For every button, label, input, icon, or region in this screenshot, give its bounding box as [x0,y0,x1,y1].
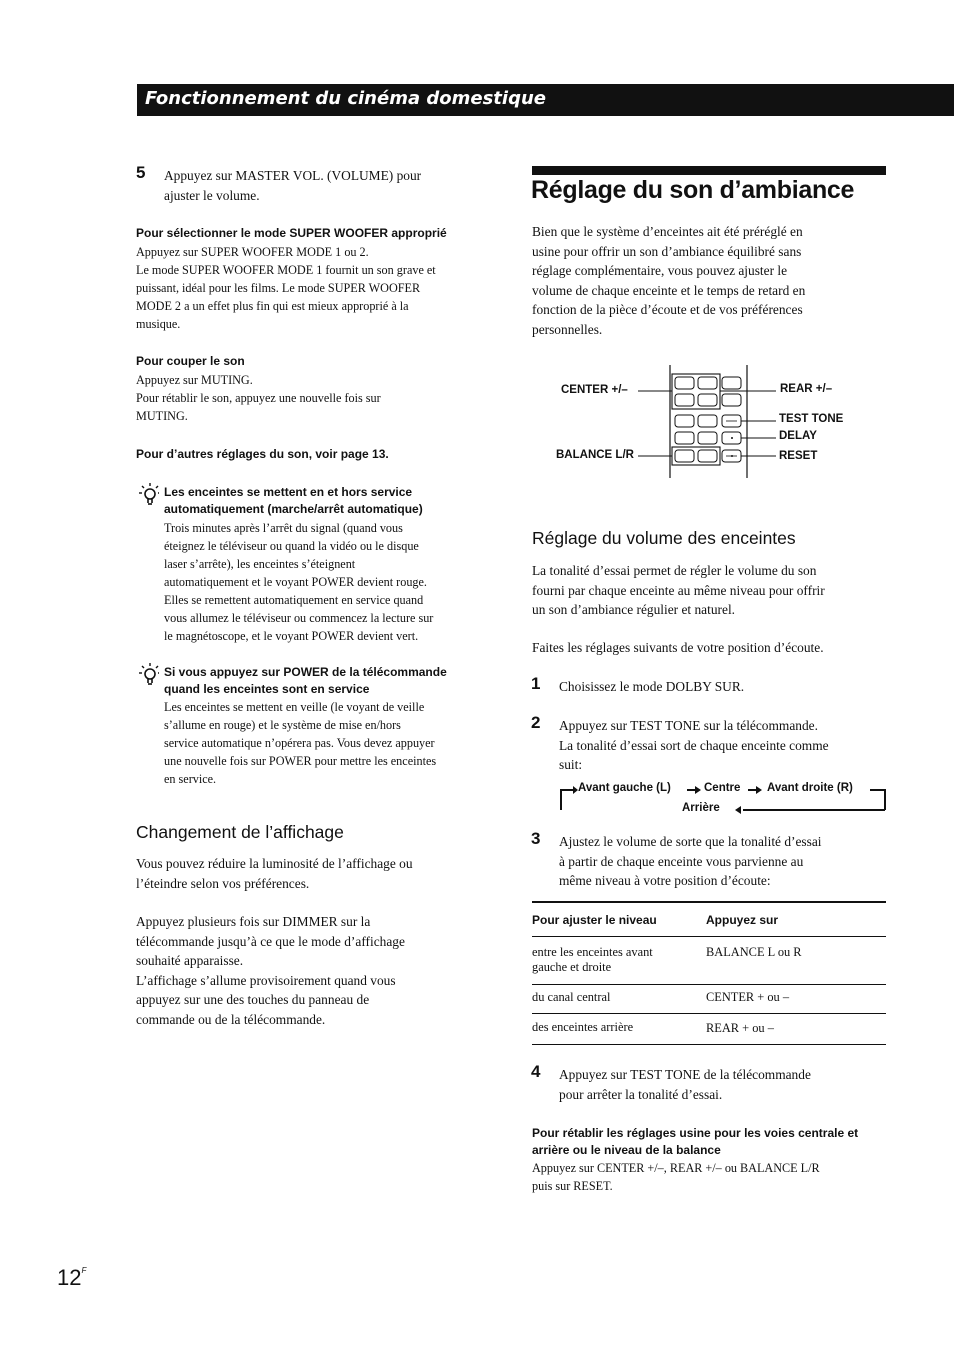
rear-label: REAR +/– [780,383,833,395]
text-line: Ajustez le volume de sorte que la tonalité d’essai [559,834,822,849]
text-line: réglage complémentaire, vous pouvez ajuster le [532,263,788,278]
mute-heading: Pour couper le son [136,354,245,368]
arrow-left-icon [735,806,741,814]
step-text [559,716,829,775]
tip-bulb-icon [138,662,160,686]
text-line: en service. [164,772,217,786]
step-number: 2 [531,713,541,732]
text-line: le magnétoscope, et le voyant POWER devient vert. [164,629,419,643]
text-line: volume de chaque enceinte et le temps de retard en [532,282,806,298]
text-line: télécommande jusqu’à ce que le mode d’affichage [136,933,405,949]
page-number-superscript: F [81,1266,87,1275]
text-line: Vous pouvez réduire la luminosité de l’affichage ou [136,856,413,871]
text-line: fourni par chaque enceinte au même niveau pour offrir [532,582,825,598]
text-line: s’allume en rouge) et le système de mise en/hors [164,718,401,732]
section-header-title: Fonctionnement du cinéma domestique [145,88,546,109]
heading-line: Si vous appuyez sur POWER de la télécommande [164,665,447,679]
text-line: laser s’arrête), les enceintes s’éteignent [164,557,356,571]
text-line: l’éteindre selon vos préférences. [136,875,310,891]
text-line: La tonalité d’essai sort de chaque enceinte comme [559,737,829,753]
text-line: Trois minutes après l’arrêt du signal (quand vous [164,521,403,535]
page-title: Réglage du son d’ambiance [531,176,855,204]
table-rule [532,1013,886,1014]
text-line: Appuyez sur SUPER WOOFER MODE 1 ou 2. [136,245,369,259]
page-number [57,1265,86,1291]
table-cell [532,945,653,975]
text-line: ajuster le volume. [164,187,260,203]
reset-label: RESET [779,450,818,462]
text-line: personnelles. [532,321,603,337]
restore-text [532,1159,820,1195]
table-header-cell: Pour ajuster le niveau [532,913,657,927]
text-line: Bien que le système d’enceintes ait été préréglé en [532,224,803,239]
table-cell: CENTER + ou – [706,990,790,1004]
mute-text [136,371,381,425]
text-line: service automatique n’opérera pas. Vous devez appuyer [164,736,435,750]
super-woofer-heading: Pour sélectionner le mode SUPER WOOFER approprié [136,226,447,240]
super-woofer-text [136,243,436,333]
text-line: Appuyez sur MASTER VOL. (VOLUME) pour [164,168,422,183]
tip2-heading [164,664,447,698]
text-line: Appuyez sur MUTING. [136,373,253,387]
step-number: 3 [531,829,541,848]
tip1-heading [164,484,423,518]
text-line: un son d’ambiance régulier et naturel. [532,602,736,617]
text-line: Les enceintes se mettent en veille (le voyant de veille [164,700,425,714]
flow-right-label: Avant droite (R) [767,782,853,794]
text-line: Appuyez sur TEST TONE de la télécommande [559,1067,811,1082]
text-line: Appuyez plusieurs fois sur DIMMER sur la [136,914,371,929]
table-top-rule [532,901,886,903]
text-line: une nouvelle fois sur POWER pour mettre les enceintes [164,754,437,768]
step-text [559,1065,811,1104]
arrow-right-icon [695,786,701,794]
text-line: Le mode SUPER WOOFER MODE 1 fournit un son grave et [136,263,436,277]
table-cell: REAR + ou – [706,1021,774,1035]
display-para1 [136,854,413,893]
table-rule [532,984,886,985]
heading-line: Les enceintes se mettent en et hors service [164,485,413,499]
step-number: 1 [531,674,541,693]
display-section-title: Changement de l’affichage [136,822,344,842]
text-line: commande ou de la télécommande. [136,1011,326,1027]
delay-label: DELAY [779,430,817,442]
step-text [559,832,822,891]
text-line: automatiquement et le voyant POWER devient rouge. [164,575,427,589]
center-label: CENTER +/– [561,384,628,396]
text-line: Pour rétablir le son, appuyez une nouvelle fois sur [136,391,381,405]
intro-paragraph [532,222,805,339]
table-cell: des enceintes arrière [532,1020,634,1034]
table-bottom-rule [532,1044,886,1045]
flow-rear-label: Arrière [682,802,720,814]
text-line: puissant, idéal pour les films. Le mode SUPER WOOFER [136,281,421,295]
volume-para1 [532,561,825,620]
table-cell: BALANCE L ou R [706,945,802,959]
text-line: usine pour offrir un son d’ambiance équilibré sans [532,243,802,259]
text-line: gauche et droite [532,960,612,974]
tip-bulb-icon [138,482,160,506]
text-line: Appuyez sur CENTER +/–, REAR +/– ou BALANCE L/R [532,1161,820,1175]
balance-label: BALANCE L/R [556,449,634,461]
step-number: 4 [531,1062,541,1081]
arrow-right-icon [756,786,762,794]
restore-heading [532,1125,858,1159]
tip2-text [164,698,436,788]
page-number-value: 12 [57,1265,82,1290]
text-line: entre les enceintes avant [532,945,653,959]
volume-section-title: Réglage du volume des enceintes [532,528,796,548]
step-text: Choisissez le mode DOLBY SUR. [559,679,745,694]
title-rule [532,166,886,175]
tip1-text [164,519,433,645]
heading-line: automatiquement (marche/arrêt automatique) [164,502,423,516]
text-line: souhaité apparaisse. [136,953,244,968]
heading-line: arrière ou le niveau de la balance [532,1143,721,1157]
display-para2 [136,912,405,1029]
step-text [164,166,421,205]
text-line: fonction de la pièce d’écoute et de vos préférences [532,302,803,317]
text-line: Appuyez sur TEST TONE sur la télécommande. [559,718,818,733]
heading-line: quand les enceintes sont en service [164,682,370,696]
heading-line: Pour rétablir les réglages usine pour les voies centrale et [532,1126,859,1140]
flow-left-label: Avant gauche (L) [578,782,671,794]
text-line: Elles se remettent automatiquement en service quand [164,593,424,607]
text-line: MUTING. [136,409,188,423]
text-line: pour arrêter la tonalité d’essai. [559,1086,723,1102]
text-line: même niveau à votre position d’écoute: [559,873,771,888]
flow-center-label: Centre [704,782,741,794]
volume-para2: Faites les réglages suivants de votre position d’écoute. [532,640,824,655]
test-tone-label: TEST TONE [779,413,844,425]
text-line: La tonalité d’essai permet de régler le volume du son [532,563,817,578]
text-line: musique. [136,317,181,331]
text-line: puis sur RESET. [532,1179,613,1193]
text-line: éteignez le téléviseur ou quand la vidéo ou le disque [164,539,419,553]
text-line: suit: [559,757,583,772]
text-line: L’affichage s’allume provisoirement quand vous [136,972,396,988]
table-header-cell: Appuyez sur [706,913,779,927]
step-number: 5 [136,163,146,182]
text-line: à partir de chaque enceinte vous parvienne au [559,853,804,869]
table-rule [532,936,886,937]
text-line: vous allumez le téléviseur ou commencez la lecture sur [164,611,434,625]
text-line: MODE 2 a un effet plus fin qui est mieux approprié à la [136,299,409,313]
table-cell: du canal central [532,990,611,1004]
text-line: appuyez sur une des touches du panneau de [136,992,370,1007]
other-settings-note: Pour d’autres réglages du son, voir page 13. [136,447,389,461]
